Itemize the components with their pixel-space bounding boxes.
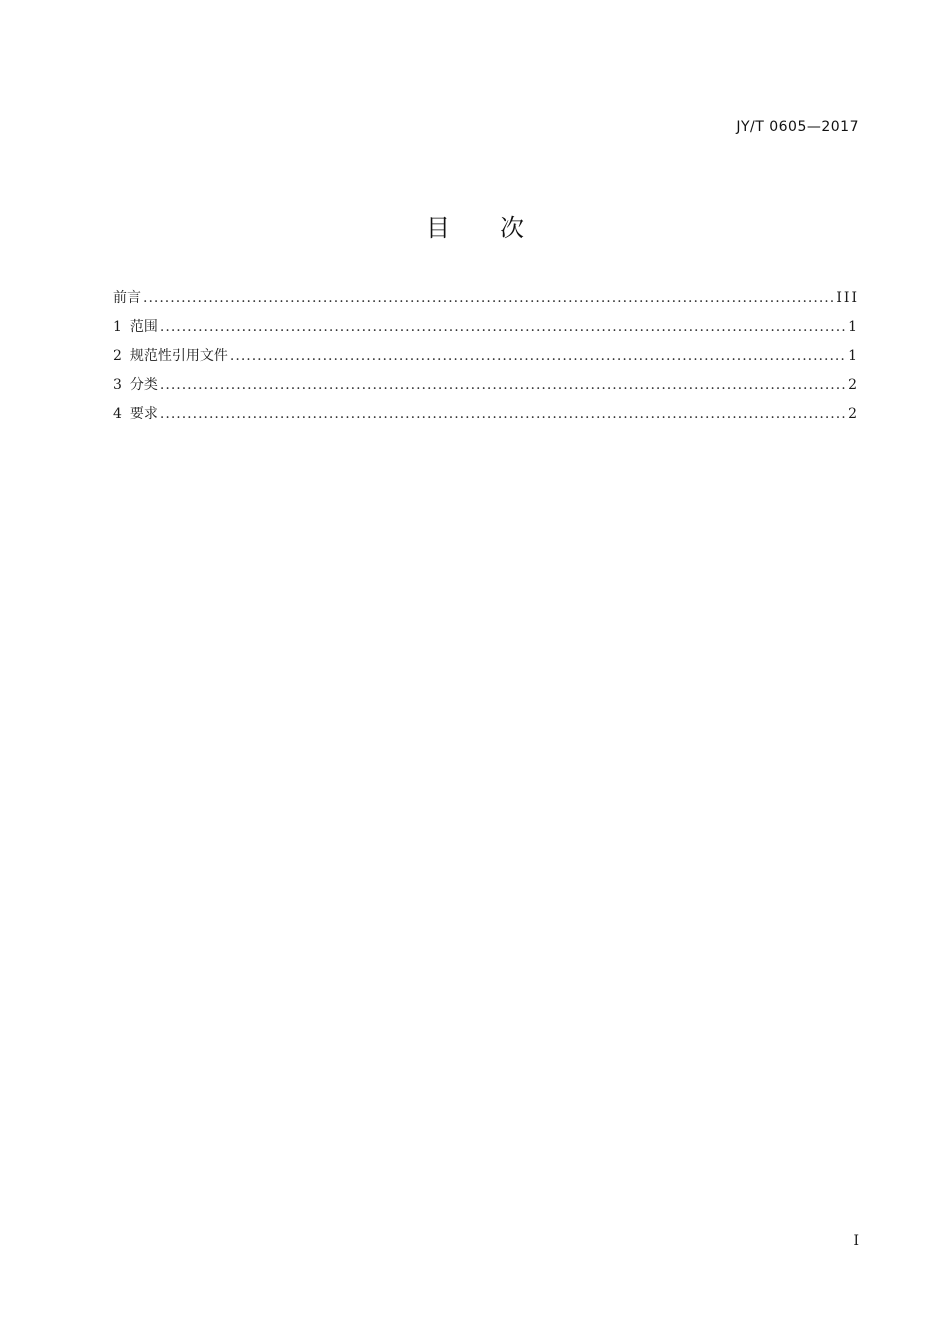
toc-entry-number: 1: [113, 319, 122, 335]
toc-title: [0, 208, 950, 243]
toc-entry-page: 1: [848, 348, 859, 364]
toc-entry-page: 1: [848, 319, 859, 335]
toc-entry-label: 规范性引用文件: [129, 348, 228, 364]
toc-entry-page: 2: [848, 377, 859, 393]
toc-dot-leader: [160, 371, 846, 400]
toc-entry-number: 2: [113, 348, 122, 364]
toc-entry-label: 范围: [129, 319, 158, 335]
toc-entry-number: 3: [113, 377, 122, 393]
toc-title-second: 次: [500, 214, 524, 242]
toc-entry-page: III: [836, 290, 859, 306]
toc-entry-label: 要求: [129, 406, 158, 422]
table-of-contents: [113, 284, 859, 429]
toc-dot-leader: [160, 313, 846, 342]
toc-entry-classification[interactable]: [113, 371, 859, 400]
toc-entry-foreword[interactable]: [113, 284, 859, 313]
toc-entry-scope[interactable]: [113, 313, 859, 342]
toc-entry-number: 4: [113, 406, 122, 422]
toc-entry-label: 分类: [129, 377, 158, 393]
toc-title-first: 目: [426, 214, 450, 242]
page-number: I: [853, 1233, 859, 1249]
toc-dot-leader: [143, 284, 834, 313]
toc-entry-normative-references[interactable]: [113, 342, 859, 371]
toc-entry-requirements[interactable]: [113, 400, 859, 429]
toc-dot-leader: [230, 342, 846, 371]
standard-code: JY/T 0605—2017: [736, 119, 859, 135]
toc-dot-leader: [160, 400, 846, 429]
toc-entry-page: 2: [848, 406, 859, 422]
toc-entry-label: 前言: [113, 290, 141, 306]
